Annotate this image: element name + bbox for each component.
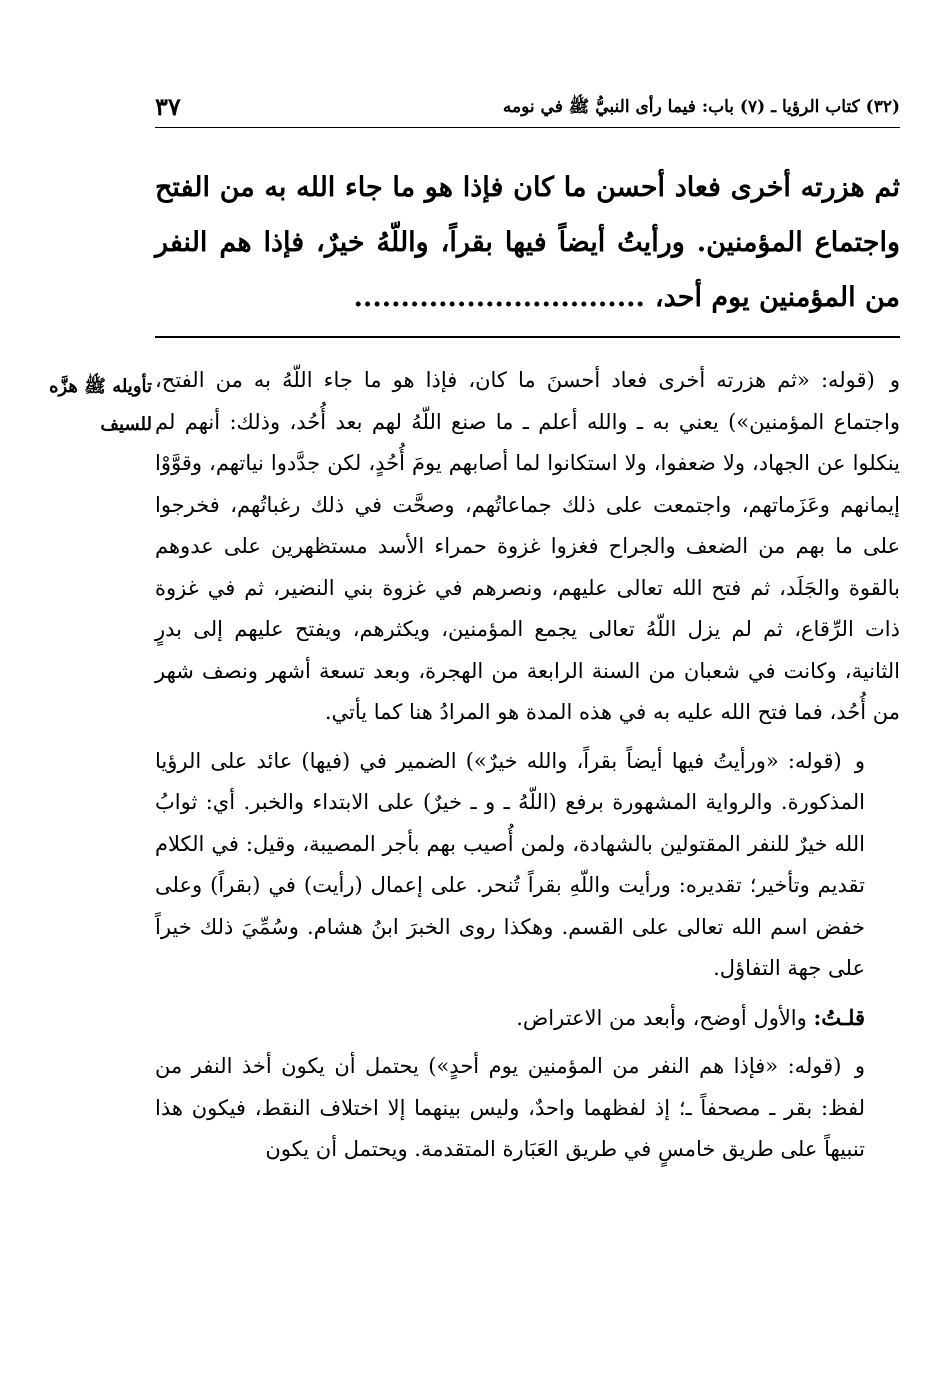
paragraph-text: (قوله: «ورأيتُ فيها أيضاً بقراً، والله خيرٌ») الضمير في (فيها) عائد على الرؤيا المذكورة. والرواية المشهورة برفع (اللّهُ ـ و ـ خيرٌ) على الابتداء والخبر. أي: ثوابُ الله خيرٌ للنفر المقتولين بالشهادة، ولمن أُصيب بهم بأجر المصيبة، وقيل: في الكلام تقديم وتأخير؛ تقديره: ورأيت واللّهِ بقراً تُنحر. على إعمال (رأيت) في (بقراً) وعلى خفض اسم الله تعالى على القسم. وهكذا روى الخبرَ ابنُ هشام. وسُمِّيَ ذلك خيراً على جهة التفاؤل. bbox=[155, 748, 865, 980]
page-number: ٣٧ bbox=[155, 92, 181, 121]
paragraph-label: قلـتُ: bbox=[813, 1004, 865, 1030]
commentary-paragraph bbox=[155, 1046, 900, 1171]
paragraph-text: (قوله: «فإذا هم النفر من المؤمنين يوم أحدٍ») يحتمل أن يكون أخذ النفر من لفظ: بقر ـ مصحفاً ـ؛ إذ لفظهما واحدٌ، وليس بينهما إلا اختلاف النقط، فيكون هذا تنبيهاً على طريق خامسٍ في طريق العَبَارة المتقدمة. ويحتمل أن يكون bbox=[155, 1054, 865, 1161]
commentary-paragraph bbox=[155, 741, 900, 990]
paragraph-text: (قوله: «ثم هزرته أخرى فعاد أحسنَ ما كان، فإذا هو ما جاء اللّهُ به من الفتح، واجتماع المؤمنين») يعني به ـ والله أعلم ـ ما صنع اللّهُ لهم بعد أُحُد، وذلك: أنهم لم ينكلوا عن الجهاد، ولا ضعفوا، ولا استكانوا لما أصابهم يومَ أُحُدٍ، لكن جدَّدوا نياتهم، وقوَّوْا إيمانهم وعَزَماتهم، واجتمعت على ذلك جماعاتُهم، وصحَّت في ذلك رغباتُهم، فخرجوا على ما بهم من الضعف والجراح فغزوا غزوة حمراء الأسد مستظهرين على عدوهم بالقوة والجَلَد، ثم فتح الله تعالى عليهم، ونصرهم في غزوة بني النضير، ثم في غزوة ذات الرِّقاع، ثم لم يزل اللّهُ تعالى يجمع المؤمنين، ويكثرهم، ويفتح عليهم إلى بدرٍ الثانية، وكانت في شعبان من السنة الرابعة من الهجرة، وبعد تسعة أشهر ونصف شهر من أُحُد، فما فتح الله عليه به في هذه المدة هو المرادُ هنا كما يأتي. bbox=[155, 368, 900, 724]
running-header bbox=[155, 92, 900, 126]
commentary-block bbox=[155, 360, 900, 1178]
running-title: (٣٢) كتاب الرؤيا ـ (٧) باب: فيما رأى النبيُّ ﷺ في نومه bbox=[502, 97, 900, 117]
paragraph-marker: و bbox=[889, 368, 900, 392]
commentary-paragraph bbox=[155, 360, 900, 734]
hadith-text-block bbox=[155, 160, 900, 325]
section-divider bbox=[155, 336, 900, 338]
hadith-ellipsis: ............................... bbox=[353, 282, 645, 313]
paragraph-marker: و bbox=[854, 748, 865, 773]
paragraph-text: والأول أوضح، وأبعد من الاعتراض. bbox=[516, 1005, 807, 1030]
paragraph-marker: و bbox=[854, 1054, 865, 1078]
hadith-text: ثم هزرته أخرى فعاد أحسن ما كان فإذا هو ما جاء الله به من الفتح واجتماع المؤمنين. ورأيتُ أيضاً فيها بقراً، واللّهُ خيرٌ، فإذا هم النفر من المؤمنين يوم أحد، bbox=[155, 172, 900, 313]
commentary-paragraph bbox=[155, 997, 900, 1040]
header-divider bbox=[155, 127, 900, 128]
margin-note: تأويله ﷺ هزَّه للسيف bbox=[49, 376, 152, 435]
